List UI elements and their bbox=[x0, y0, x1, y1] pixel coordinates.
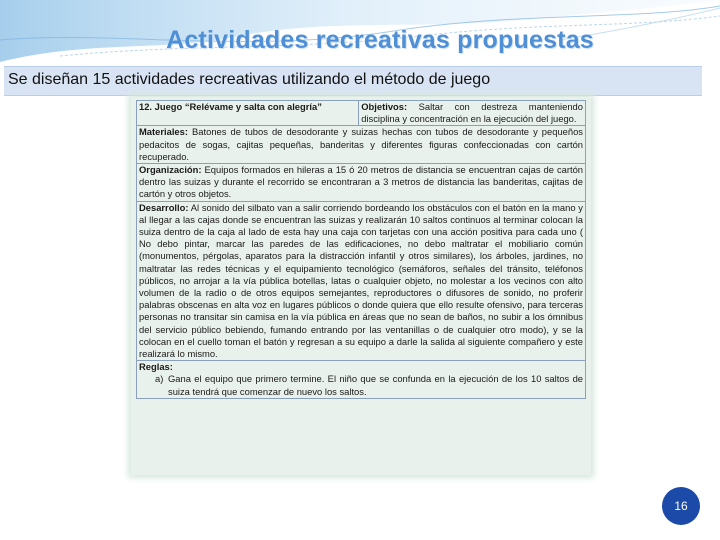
game-title-cell bbox=[137, 101, 359, 126]
materials-text: Batones de tubos de desodorante y suizas hechas con tubos de desodorante y pequeños pedacitos de sogas, cajitas pequeñas, banderitas y diferentes figuras confeccionadas con cartón recuperado. bbox=[139, 126, 583, 162]
objectives-text: Saltar con destreza manteniendo disciplina y concentración en la ejecución del juego. bbox=[361, 101, 583, 125]
rule-text: Gana el equipo que primero termine. El niño que se confunda en la ejecución de los 10 saltos de suiza tendrá que comenzar de nuevo los saltos. bbox=[168, 373, 583, 397]
subtitle-bar bbox=[4, 66, 702, 96]
materials-label: Materiales: bbox=[139, 126, 188, 138]
development-cell bbox=[137, 201, 586, 361]
objectives-label: Objetivos: bbox=[361, 101, 408, 112]
organization-cell bbox=[137, 164, 586, 202]
slide-title: Actividades recreativas propuestas bbox=[166, 26, 594, 54]
materials-cell bbox=[137, 126, 586, 164]
page-number-badge: 16 bbox=[662, 487, 700, 525]
objectives-cell bbox=[359, 101, 586, 126]
table-row-title bbox=[137, 101, 586, 126]
table-row-development bbox=[137, 201, 586, 361]
table-row-organization bbox=[137, 164, 586, 202]
organization-label: Organización: bbox=[139, 164, 202, 176]
table-row-rules bbox=[137, 361, 586, 399]
rules-cell bbox=[137, 361, 586, 399]
rule-item bbox=[155, 373, 583, 397]
slide-subtitle: Se diseñan 15 actividades recreativas utilizando el método de juego bbox=[8, 71, 491, 88]
activity-table bbox=[136, 100, 586, 399]
development-text: Al sonido del silbato van a salir corriendo bordeando los obstáculos con el batón en la mano y al llegar a las cajas donde se encuentran las suizas y realizarán 10 saltos continuos al terminar colocan la suiza dentro de la caja al lado de esta hay una caja con tarjetas con una acción positiva para cada uno ( No debo pintar, marcar las paredes de las edificaciones, no debo maltratar el mobiliario común (monumentos, pérgolas, aparatos para la distracción infantil y otros similares), los árboles, jardines, no maltratar las redes técnicas y el equipamiento tecnológico (semáforos, señales del tránsito, teléfonos públicos, no arrojar a la vía pública botellas, latas o cualquier objeto, no molestar a los vecinos con alto volumen de la radio o de otros equipos semejantes, reproductores o difusores de sonido, no proferir palabras obscenas en alta voz en lugares públicos o donde quiera que ello resulte ofensivo, para terceras personas no transitar sin camisa en la vía pública en áreas que no sean de baños, no subir a los ómnibus del servicio público bebiendo, fumando entrando por las ventanillas o de cualquier otro modo), y se la colocan en el cuello toman el batón y regresan a su equipo a darle la salida al siguiente compañero y este realizará lo mismo. bbox=[139, 201, 583, 360]
rules-list bbox=[139, 373, 583, 397]
organization-text: Equipos formados en hileras a 15 ó 20 metros de distancia se encuentran cajas de cartón dentro las suizas y durante el recorrido se encontraran a 3 metros de distancia las banderitas, cajitas de cartón y otros objetos. bbox=[139, 164, 583, 200]
rules-label: Reglas: bbox=[139, 361, 173, 373]
development-label: Desarrollo: bbox=[139, 201, 189, 213]
game-title: 12. Juego “Relévame y salta con alegría” bbox=[139, 101, 322, 112]
rule-marker: a) bbox=[155, 373, 164, 385]
table-row-materials bbox=[137, 126, 586, 164]
document-image bbox=[136, 100, 586, 466]
